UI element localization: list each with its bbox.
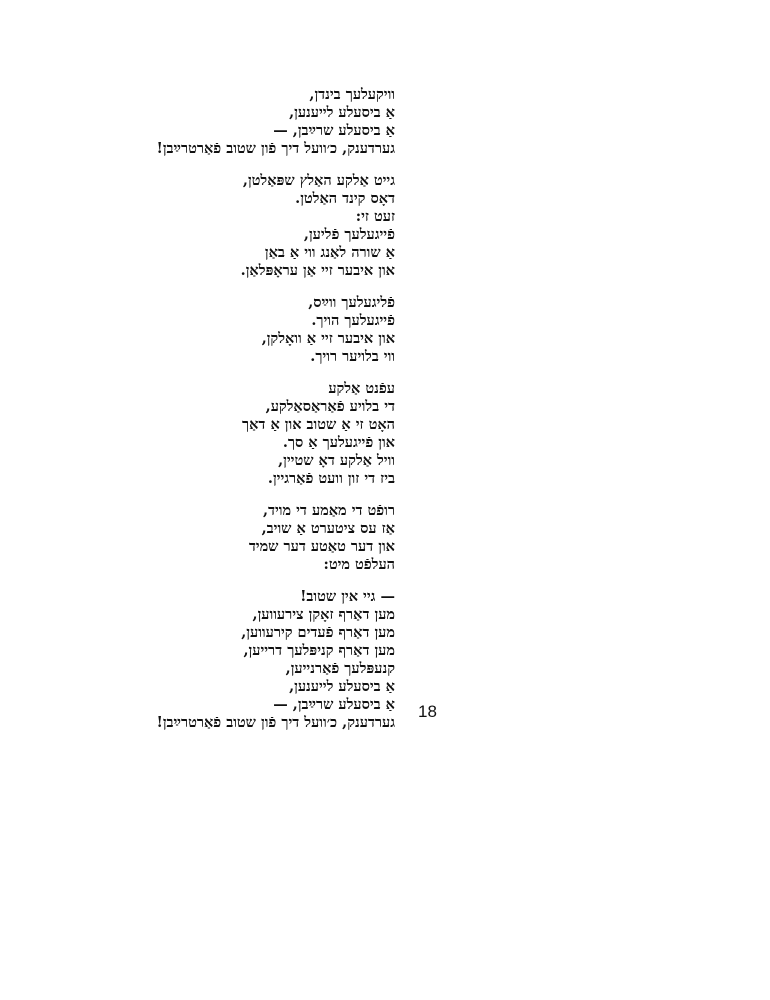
poem-line: אַ ביסעלע לייענען, — [289, 104, 395, 121]
stanza-1 — [125, 86, 395, 158]
poem-line: גערדענק, כ׳וועל דיך פֿון שטוב פֿאַרטרײַבן! — [156, 714, 395, 731]
poem-line: דאָס קינד האַלטן. — [295, 190, 395, 207]
poem-line: זעט זי: — [355, 208, 395, 225]
poem-line: און פֿייגעלעך אַ סך. — [282, 434, 395, 451]
poem-line: קנעפּלעך פֿאַרנייען, — [285, 660, 395, 677]
stanza-6 — [125, 588, 395, 732]
poem-line: אַ ביסעלע לייענען, — [289, 678, 395, 695]
poem-line: — גיי אין שטוב! — [300, 588, 395, 605]
poem-line: פֿליגעלעך ווײַס, — [308, 294, 395, 311]
poem-line: מען דאַרף קניפּלעך דרייען, — [243, 642, 395, 659]
poem-line: אַ ביסעלע שרײַבן, — — [273, 696, 395, 713]
poem-line: רופֿט די מאַמע די מויד, — [262, 502, 395, 519]
poem-line: און דער טאַטע דער שמיד — [248, 538, 395, 555]
poem — [125, 86, 395, 746]
poem-line: ביז די זון וועט פֿאַרגיין. — [267, 470, 395, 487]
poem-line: גייט אַלקע האַלץ שפּאַלטן, — [242, 172, 395, 189]
poem-line: ווי בלויער רויך. — [310, 348, 395, 365]
poem-line: גערדענק, כ׳וועל דיך פֿון שטוב פֿאַרטרײַבן! — [156, 140, 395, 157]
stanza-2 — [125, 172, 395, 280]
poem-line: אַז עס ציטערט אַ שויב, — [261, 520, 395, 537]
stanza-3 — [125, 294, 395, 366]
poem-line: אַ שורה לאַנג ווי אַ באַן — [264, 244, 395, 261]
poem-line: מען דאַרף זאָקן צירעווען, — [252, 606, 395, 623]
poem-line: און איבער זיי אַ וואָלקן, — [261, 330, 395, 347]
poem-line: אַ ביסעלע שרײַבן, — — [273, 122, 395, 139]
poem-line: העלפֿט מיט: — [323, 556, 395, 573]
poem-line: מען דאַרף פֿעדים קירעווען, — [241, 624, 395, 641]
poem-line: וויקעלעך בינדן, — [309, 86, 395, 103]
poem-line: די בלויע פֿאַראַסאַלקע, — [265, 398, 395, 415]
stanza-4 — [125, 380, 395, 488]
poem-line: פֿייגעלעך הויך. — [311, 312, 395, 329]
page-number: 18 — [418, 702, 437, 721]
poem-line: פֿייגעלעך פֿליען, — [303, 226, 395, 243]
poem-line: וויל אַלקע דאָ שטיין, — [278, 452, 395, 469]
poem-line: האָט זי אַ שטוב און אַ דאַך — [241, 416, 395, 433]
poem-line: און איבער זיי אַן עראָפּלאַן. — [240, 262, 395, 279]
stanza-5 — [125, 502, 395, 574]
poem-line: עפֿנט אַלקע — [328, 380, 395, 397]
